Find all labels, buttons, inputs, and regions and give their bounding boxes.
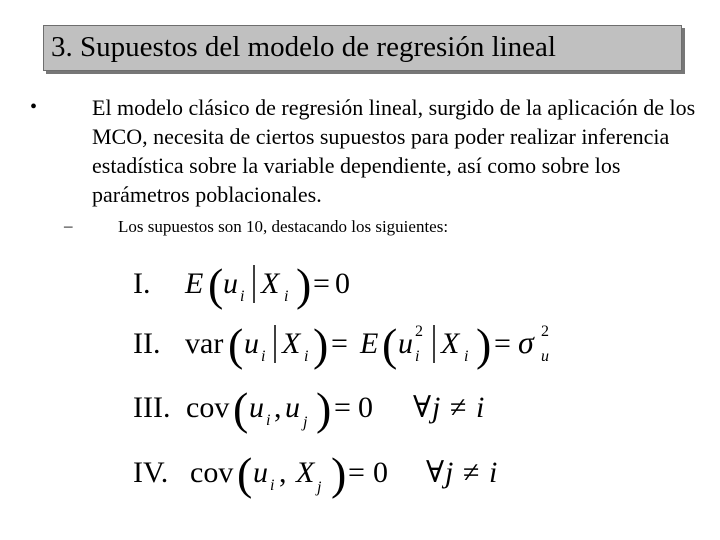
left-paren: ( xyxy=(233,383,249,434)
x-variable: X xyxy=(441,327,460,360)
subscript-i: i xyxy=(415,348,420,365)
equation-1 xyxy=(133,259,350,310)
i-index: i xyxy=(476,391,485,424)
j-index: j xyxy=(432,391,441,424)
subscript-i: i xyxy=(261,348,266,365)
subscript-i: i xyxy=(266,412,271,429)
forall-symbol: ∀ xyxy=(426,456,445,489)
cov-operator: cov xyxy=(186,391,230,424)
right-paren: ) xyxy=(331,448,347,499)
zero: 0 xyxy=(335,267,350,300)
u-variable: u xyxy=(223,267,238,300)
forall-symbol: ∀ xyxy=(413,391,432,424)
sub-bullet-text: Los supuestos son 10, destacando los siguientes: xyxy=(118,217,449,236)
j-index: j xyxy=(445,456,454,489)
left-paren: ( xyxy=(228,319,244,370)
i-index: i xyxy=(489,456,498,489)
equals-sign: = xyxy=(331,327,348,360)
equals-sign: = xyxy=(348,456,365,489)
numeral-2: II. xyxy=(133,327,161,360)
u-variable: u xyxy=(398,327,413,360)
superscript-2: 2 xyxy=(541,323,549,340)
not-equal-symbol: ≠ xyxy=(450,391,467,424)
subscript-i: i xyxy=(304,348,309,365)
comma: , xyxy=(279,456,287,489)
right-paren: ) xyxy=(313,319,329,370)
equation-3 xyxy=(133,383,484,434)
numeral-3: III. xyxy=(133,391,171,424)
var-operator: var xyxy=(185,327,224,360)
zero: 0 xyxy=(373,456,388,489)
numeral-4: IV. xyxy=(133,456,169,489)
superscript-2: 2 xyxy=(415,323,423,340)
left-paren: ( xyxy=(237,448,253,499)
right-paren: ) xyxy=(296,259,312,310)
x-variable: X xyxy=(296,456,315,489)
comma: , xyxy=(274,391,282,424)
numeral-1: I. xyxy=(133,267,151,300)
subscript-i: i xyxy=(270,477,275,494)
not-equal-symbol: ≠ xyxy=(463,456,480,489)
equals-sign: = xyxy=(494,327,511,360)
expectation-symbol: E xyxy=(185,267,204,300)
right-paren: ) xyxy=(316,383,332,434)
subscript-i: i xyxy=(464,348,469,365)
u-variable: u xyxy=(244,327,259,360)
left-paren: ( xyxy=(208,259,224,310)
left-paren: ( xyxy=(382,319,398,370)
subscript-j: j xyxy=(303,414,308,431)
equals-sign: = xyxy=(313,267,330,300)
subscript-i: i xyxy=(284,288,289,305)
subscript-j: j xyxy=(317,479,322,496)
sigma-symbol: σ xyxy=(518,324,534,360)
x-variable: X xyxy=(261,267,280,300)
subscript-i: i xyxy=(240,288,245,305)
u-variable: u xyxy=(249,391,264,424)
subscript-u: u xyxy=(541,348,549,365)
cov-operator: cov xyxy=(190,456,234,489)
equation-2 xyxy=(133,319,549,370)
u-variable: u xyxy=(285,391,300,424)
u-variable: u xyxy=(253,456,268,489)
equals-sign: = xyxy=(334,391,351,424)
slide-title: 3. Supuestos del modelo de regresión lineal xyxy=(51,31,556,63)
bullet-paragraph: El modelo clásico de regresión lineal, surgido de la aplicación de los MCO, necesita de ciertos supuestos para poder realizar inferencia estadística sobre la variable dependiente, así como sobre los parámetros poblacionales. xyxy=(92,95,696,207)
equation-4 xyxy=(133,448,497,499)
zero: 0 xyxy=(358,391,373,424)
x-variable: X xyxy=(282,327,301,360)
sub-bullet-marker: – xyxy=(64,216,73,235)
bullet-marker: • xyxy=(30,96,38,118)
expectation-symbol: E xyxy=(360,327,379,360)
right-paren: ) xyxy=(476,319,492,370)
